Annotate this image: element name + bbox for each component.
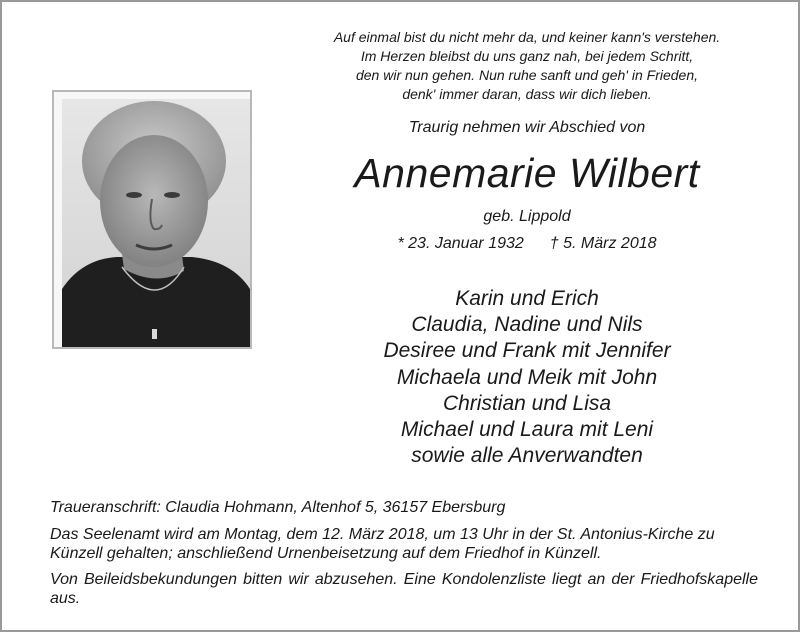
poem-line: Im Herzen bleibst du uns ganz nah, bei jedem Schritt, (360, 48, 694, 64)
service-notice: Das Seelenamt wird am Montag, dem 12. März 2018, um 13 Uhr in der St. Antonius-Kirche zu Künzell gehalten; anschließend Urnenbeisetzung auf dem Friedhof in Künzell. (50, 526, 715, 562)
poem-line: den wir nun gehen. Nun ruhe sanft und geh' in Frieden, (355, 67, 698, 83)
mourner-line: Claudia, Nadine und Nils (411, 313, 643, 337)
mourner-line: Christian und Lisa (442, 391, 612, 415)
portrait-photo-frame (52, 90, 252, 349)
mourner-line: Desiree und Frank mit Jennifer (383, 339, 671, 363)
life-dates (292, 235, 762, 253)
death-date: † 5. März 2018 (549, 235, 657, 252)
mourning-address: Traueranschrift: Claudia Hohmann, Altenhof 5, 36157 Ebersburg (50, 499, 506, 516)
condolence-notice: Von Beileidsbekundungen bitten wir abzusehen. Eine Kondolenzliste liegt an der Friedhofskapelle aus. (50, 571, 758, 607)
mourner-line: sowie alle Anverwandten (411, 444, 643, 468)
poem-line: denk' immer daran, dass wir dich lieben. (402, 86, 652, 102)
deceased-name: Annemarie Wilbert (354, 150, 700, 196)
portrait-photo (62, 99, 250, 347)
birth-date: * 23. Januar 1932 (397, 235, 524, 252)
poem-line: Auf einmal bist du nicht mehr da, und keiner kann's verstehen. (333, 29, 721, 45)
mourner-line: Michael und Laura mit Leni (400, 418, 654, 442)
mourner-line: Karin und Erich (455, 287, 599, 310)
poem (292, 28, 762, 104)
maiden-name: geb. Lippold (483, 208, 571, 225)
mourner-line: Michaela und Meik mit John (396, 365, 658, 389)
intro-text: Traurig nehmen wir Abschied von (408, 119, 646, 136)
mourners-list (292, 286, 762, 469)
